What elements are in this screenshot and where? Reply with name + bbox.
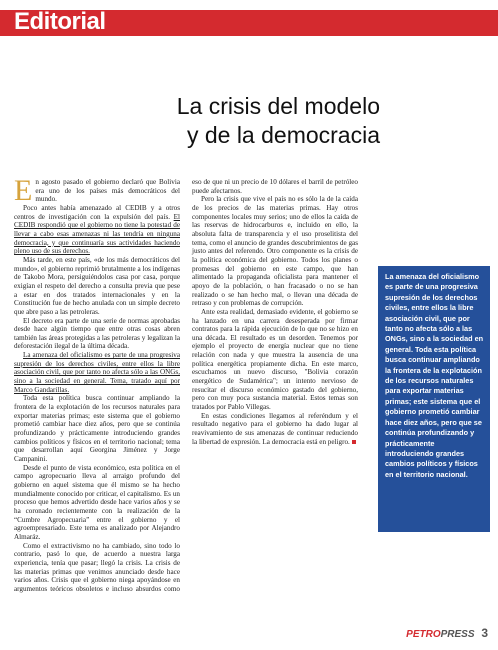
paragraph-1: En agosto pasado el gobierno declaró que Bolivia era uno de los países más democráticos del mundo. [14,174,180,207]
paragraph-2: Poco antes había amenazado al CEDIB y a otros centros de investigación con la expulsión del país. El CEDIB respondió que el gobierno no tiene la potestad de llevar a cabo esas amenazas ni las tendría en ninguna democracia, y que continuaría sus actividades haciendo pleno uso de sus derechos. [14,203,180,256]
footer [406,626,488,640]
pull-quote-box: La amenaza del oficialismo es parte de una progresiva supresión de los derechos civiles, entre ellos la libre asociación civil, que por tanto no afecta sólo a las ONGs, sino a la sociedad en general. Toda esta política busca continuar ampliando la frontera de la explotación de los recursos naturales para exportar materias primas; este sistema que el gobierno prometió cambiar hace diez años, pero que se continúa profundizando y prácticamente introduciendo grandes cambios políticos y físicos en el territorio nacional. [378,266,490,532]
end-mark-icon [352,440,356,444]
paragraph-8: Como el extractivismo no ha cambiado, sino todo lo contrario, pasó lo que, de acuerdo a nuestra larga experiencia, tenía que pasar; llegó la crisis. La crisis de las materias primas que venimos anunciado desde hace varios años. Crisis que el gobierno niega apoyándose en argumentos teóricos obsoletos e incluso absurdos como eso de que ni un precio de 10 dólares el barril de petróleo puede afectarnos. [14,178,358,593]
section-title: Editorial [14,8,106,35]
headline-line-2: y de la democracia [186,122,380,148]
paragraph-7: Desde el punto de vista económico, esta política en el campo agropecuario lleva al arraigo profundo del gobierno en aquel sistema que él mismo se ha hecho mundialmente conocido por criticar, el capitalismo. Es un proceso que hemos advertido desde hace varios años y se ha coronado recientemente con la realización de la “Cumbre Agropecuaria” entre el gobierno y el agroempresariado. Este tema es analizado por Alejandro Almaráz. [14,463,180,541]
paragraph-9: Pero la crisis que vive el país no es sólo la de la caída de los precios de las materias primas. Hay otros componentes locales muy serios; uno de ellos la caída de las reservas de hidrocarburos e, incluido en ello, la absoluta falta de transparencia y el uso proselitista del tema, como el anuncio de grandes descubrimientos de gas justo antes del referendo. Otro componente es la crisis de la política económica del gobierno. Todos los planes o promesas del gobierno en este campo, que han alimentado la propaganda oficialista para mantener el apoyo de la población, o han fracasado o no se han realizado o se han hecho mal, o llevan una década de retraso y con problemas de corrupción. [192,195,358,308]
paragraph-6: Toda esta política busca continuar ampliando la frontera de la explotación de los recursos naturales para exportar materias primas; este sistema que el gobierno prometió cambiar hace diez años, pero que se continúa profundizando y prácticamente introduciendo grandes cambios políticos y físicos en el territorio nacional; tema que desarrollan aquí Georgina Jiménez y Jorge Campanini. [14,394,180,463]
article-body [14,174,358,598]
drop-cap: E [14,174,33,207]
paragraph-11: En estas condiciones llegamos al referéndum y el resultado negativo para el gobierno ha dado lugar al reavivamiento de sus amenazas de continuar reduciendo la libertad de expresión. La democracia está en peligro. [192,411,358,446]
paragraph-3: Más tarde, en este país, «de los más democráticos del mundo», el gobierno reprimió brutalmente a los indígenas de Takobo Mora, persiguiéndolos casa por casa, porque exigían el respeto del derecho a consulta previa que pese a estar en dos tratados internacionales y en la Constitución fue de hecho anulada con un simple decreto que abre paso a las petroleras. [14,255,180,316]
paragraph-5: La amenaza del oficialismo es parte de una progresiva supresión de los derechos civiles, entre ellos la libre asociación civil, que por tanto no afecta sólo a las ONGs, sino a la sociedad en general. Tema, tratado aquí por Marco Gandarillas. [14,351,180,394]
paragraph-4: El decreto era parte de una serie de normas aprobadas desde hace algún tiempo que entre otras cosas abren también las áreas protegidas a las petroleras y legalizan la deforestación ilegal de la última década. [14,316,180,351]
paragraph-10: Ante esta realidad, demasiado evidente, el gobierno se ha lanzado en una carrera desesperada por firmar contratos para la rápida ejecución de lo que no se hizo en una década. El resultado es un desorden. Tenemos por ejemplo el proyecto de energía nuclear que no tiene relación con nada y que muestra la ausencia de una política energética propiamente dicha. En este marco, escuchamos un nuevo discurso, "Bolivia corazón energético de Sudamérica"; un intento nervioso de resucitar el discurso económico gastado del gobierno, pero con muy poca sustancia material. Estos temas son tratados por Pablo Villegas. [192,307,358,412]
headline-line-1: La crisis del modelo [176,93,380,119]
page-number: 3 [481,626,488,640]
publication-logo: PETROPRESS [406,629,475,640]
headline [80,92,380,150]
